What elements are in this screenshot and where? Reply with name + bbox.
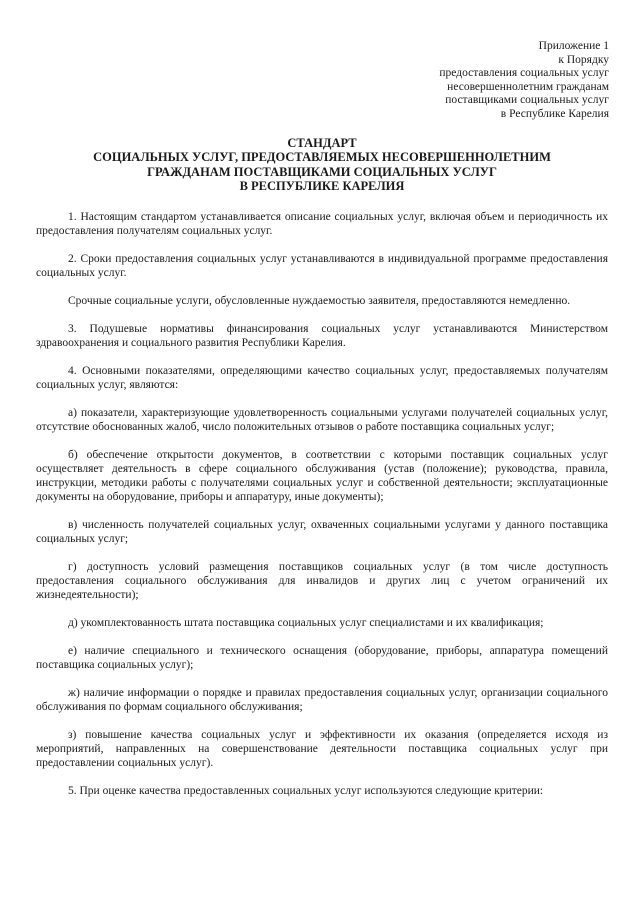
paragraph-4g: г) доступность условий размещения поставщиков социальных услуг (в том числе доступность предоставления социального обслуживания для инвалидов и других лиц с учетом ограничений их жизнедеятельности);	[36, 560, 608, 601]
document-title	[36, 136, 608, 194]
paragraph-4z: з) повышение качества социальных услуг и эффективности их оказания (определяется исходя из мероприятий, направленных на совершенствование деятельности поставщика социальных услуг при предоставлении социальных услуг).	[36, 728, 608, 769]
document-body	[36, 210, 608, 798]
paragraph-4b: б) обеспечение открытости документов, в соответствии с которыми поставщик социальных услуг осуществляет деятельность в сфере социального обслуживания (устав (положение); руководства, правила, инструкции, методики работы с получателями социальных услуг и собственной деятельности; эксплуатационные документы на оборудование, приборы и аппаратуру, иные документы);	[36, 448, 608, 503]
title-line: В РЕСПУБЛИКЕ КАРЕЛИЯ	[239, 179, 405, 194]
title-line: СОЦИАЛЬНЫХ УСЛУГ, ПРЕДОСТАВЛЯЕМЫХ НЕСОВЕРШЕННОЛЕТНИМ	[93, 150, 551, 165]
title-line: ГРАЖДАНАМ ПОСТАВЩИКАМИ СОЦИАЛЬНЫХ УСЛУГ	[147, 164, 497, 179]
paragraph-4v: в) численность получателей социальных услуг, охваченных социальными услугами у данного поставщика социальных услуг;	[36, 518, 608, 545]
appendix-line: в Республике Карелия	[500, 107, 609, 120]
paragraph-3: 3. Подушевые нормативы финансирования социальных услуг устанавливаются Министерством здравоохранения и социального развития Республики Карелия.	[36, 322, 608, 349]
paragraph-2: 2. Сроки предоставления социальных услуг устанавливаются в индивидуальной программе предоставления социальных услуг.	[36, 252, 608, 279]
appendix-line: поставщиками социальных услуг	[445, 94, 609, 107]
appendix-line: предоставления социальных услуг	[439, 67, 609, 80]
paragraph-4a: а) показатели, характеризующие удовлетворенность социальными услугами получателей социальных услуг, отсутствие обоснованных жалоб, число положительных отзывов о работе поставщика социальных услуг;	[36, 406, 608, 433]
paragraph-4d: д) укомплектованность штата поставщика социальных услуг специалистами и их квалификация;	[68, 616, 544, 629]
appendix-line: Приложение 1	[538, 40, 609, 52]
appendix-line: к Порядку	[558, 53, 609, 66]
paragraph-4zh: ж) наличие информации о порядке и правилах предоставления социальных услуг, организации социального обслуживания по формам социального обслуживания;	[36, 686, 608, 713]
paragraph-1: 1. Настоящим стандартом устанавливается описание социальных услуг, включая объем и периодичность их предоставления получателям социальных услуг.	[36, 210, 608, 237]
appendix-header	[36, 40, 609, 122]
paragraph-5: 5. При оценке качества предоставленных социальных услуг используются следующие критерии:	[68, 784, 544, 797]
paragraph-2-urgent: Срочные социальные услуги, обусловленные нуждаемостью заявителя, предоставляются немедленно.	[68, 294, 571, 307]
title-line: СТАНДАРТ	[287, 135, 357, 150]
paragraph-4: 4. Основными показателями, определяющими качество социальных услуг, предоставляемых получателям социальных услуг, являются:	[36, 364, 608, 391]
paragraph-4e: е) наличие специального и технического оснащения (оборудование, приборы, аппаратура помещений поставщика социальных услуг);	[36, 644, 608, 671]
appendix-line: несовершеннолетним гражданам	[447, 80, 609, 93]
